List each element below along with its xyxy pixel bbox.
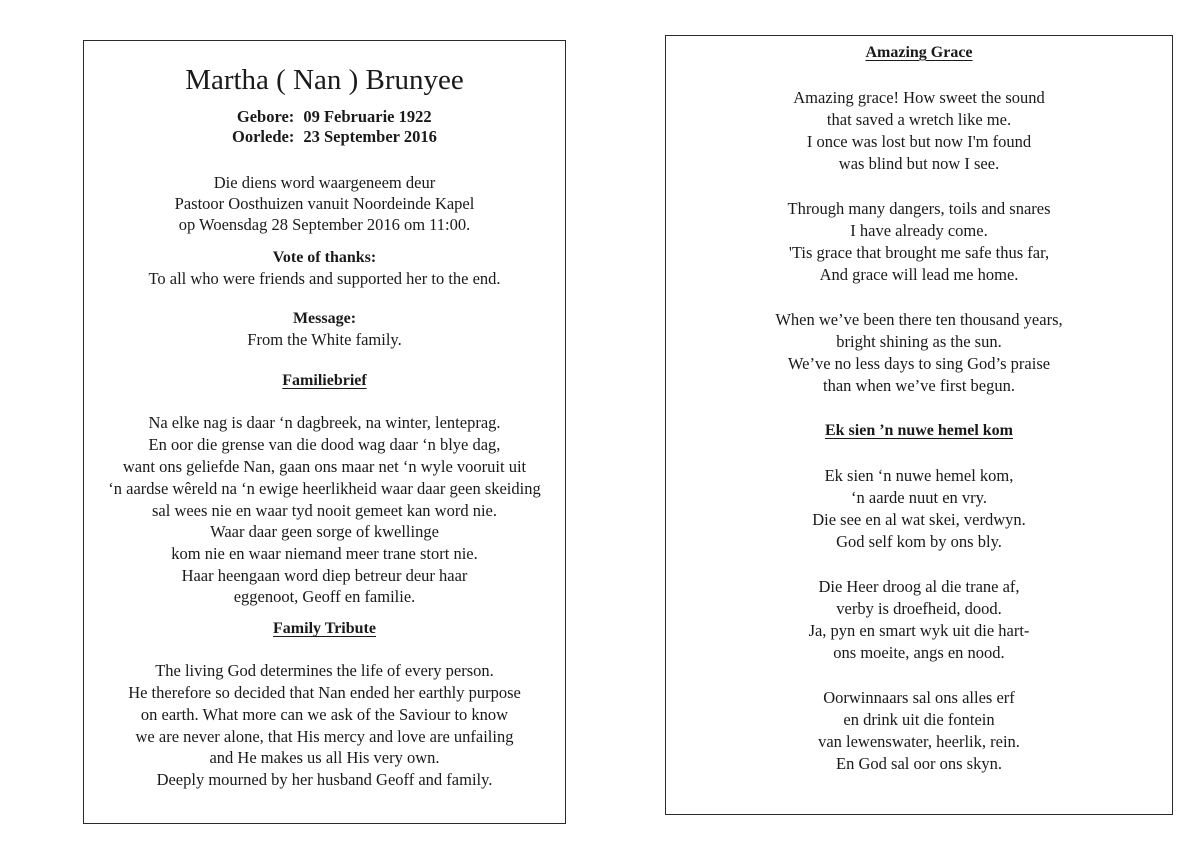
hymn-line: ‘n aarde nuut en vry.: [851, 488, 987, 507]
hymn-line: Amazing grace! How sweet the sound: [793, 88, 1045, 107]
familiebrief-line: Waar daar geen sorge of kwellinge: [210, 522, 439, 541]
dates-block: [232, 107, 437, 146]
familiebrief-line: Haar heengaan word diep betreur deur haar: [181, 566, 468, 585]
amazing-grace-title: Amazing Grace: [865, 44, 973, 61]
vote-of-thanks-text: To all who were friends and supported her to the end.: [148, 269, 501, 288]
hymn-line: Ja, pyn en smart wyk uit die hart-: [808, 621, 1030, 640]
hymn-line: van lewenswater, heerlik, rein.: [818, 732, 1020, 751]
message-text: From the White family.: [247, 330, 402, 349]
message-heading: Message:: [292, 310, 357, 327]
hymn-line: Oorwinnaars sal ons alles erf: [823, 688, 1015, 707]
hymn-line: En God sal oor ons skyn.: [836, 754, 1002, 773]
hymn-line: verby is droefheid, dood.: [836, 599, 1002, 618]
tribute-line: we are never alone, that His mercy and love are unfailing: [135, 727, 514, 746]
tribute-line: The living God determines the life of every person.: [155, 661, 494, 680]
hymn-line: We’ve no less days to sing God’s praise: [787, 354, 1051, 373]
left-page-panel: [83, 40, 566, 824]
family-tribute-heading: Family Tribute: [273, 620, 376, 637]
familiebrief-line: En oor die grense van die dood wag daar ‘n blye dag,: [148, 435, 501, 454]
hymn-line: I once was lost but now I'm found: [806, 132, 1032, 151]
death-date: 23 September 2016: [303, 127, 437, 146]
familiebrief-line: kom nie en waar niemand meer trane stort nie.: [171, 544, 478, 563]
familiebrief-line: ‘n aardse wêreld na ‘n ewige heerlikheid waar daar geen skeiding: [108, 479, 541, 498]
service-line: op Woensdag 28 September 2016 om 11:00.: [178, 215, 471, 234]
tribute-line: on earth. What more can we ask of the Saviour to know: [140, 705, 509, 724]
familiebrief-line: want ons geliefde Nan, gaan ons maar net ‘n wyle vooruit uit: [122, 457, 527, 476]
deceased-name: Martha ( Nan ) Brunyee: [185, 64, 464, 96]
hymn-line: God self kom by ons bly.: [836, 532, 1002, 551]
hymn-line: Die see en al wat skei, verdwyn.: [812, 510, 1026, 529]
hymn-line: 'Tis grace that brought me safe thus far,: [788, 243, 1050, 262]
hymn-line: I have already come.: [850, 221, 988, 240]
tribute-line: and He makes us all His very own.: [209, 748, 440, 767]
hymn-line: Die Heer droog al die trane af,: [818, 577, 1020, 596]
hymn-line: en drink uit die fontein: [843, 710, 995, 729]
hymn-line: Ek sien ‘n nuwe hemel kom,: [824, 466, 1014, 485]
familiebrief-line: Na elke nag is daar ‘n dagbreek, na winter, lenteprag.: [148, 413, 501, 432]
hymn-line: was blind but now I see.: [838, 154, 1000, 173]
birth-label: Gebore:: [236, 107, 295, 126]
tribute-line: Deeply mourned by her husband Geoff and family.: [156, 770, 493, 789]
death-label: Oorlede:: [232, 127, 295, 146]
hymn-line: And grace will lead me home.: [819, 265, 1019, 284]
familiebrief-heading: Familiebrief: [282, 372, 367, 389]
hymn-line: than when we’ve first begun.: [823, 376, 1015, 395]
hymn-line: ons moeite, angs en nood.: [833, 643, 1005, 662]
service-line: Pastoor Oosthuizen vanuit Noordeinde Kapel: [174, 194, 475, 213]
vote-of-thanks-heading: Vote of thanks:: [272, 249, 377, 266]
hymn-line: bright shining as the sun.: [836, 332, 1002, 351]
familiebrief-line: eggenoot, Geoff en familie.: [233, 587, 416, 606]
ek-sien-title: Ek sien ’n nuwe hemel kom: [824, 422, 1014, 439]
birth-date: 09 Februarie 1922: [303, 107, 432, 126]
familiebrief-line: sal wees nie en waar tyd nooit gemeet kan word nie.: [151, 501, 497, 520]
tribute-line: He therefore so decided that Nan ended her earthly purpose: [128, 683, 521, 702]
hymn-line: When we’ve been there ten thousand years,: [775, 310, 1063, 329]
service-line: Die diens word waargeneem deur: [213, 173, 436, 192]
hymn-line: that saved a wretch like me.: [826, 110, 1012, 129]
right-page-panel: [665, 35, 1173, 815]
hymn-line: Through many dangers, toils and snares: [787, 199, 1051, 218]
